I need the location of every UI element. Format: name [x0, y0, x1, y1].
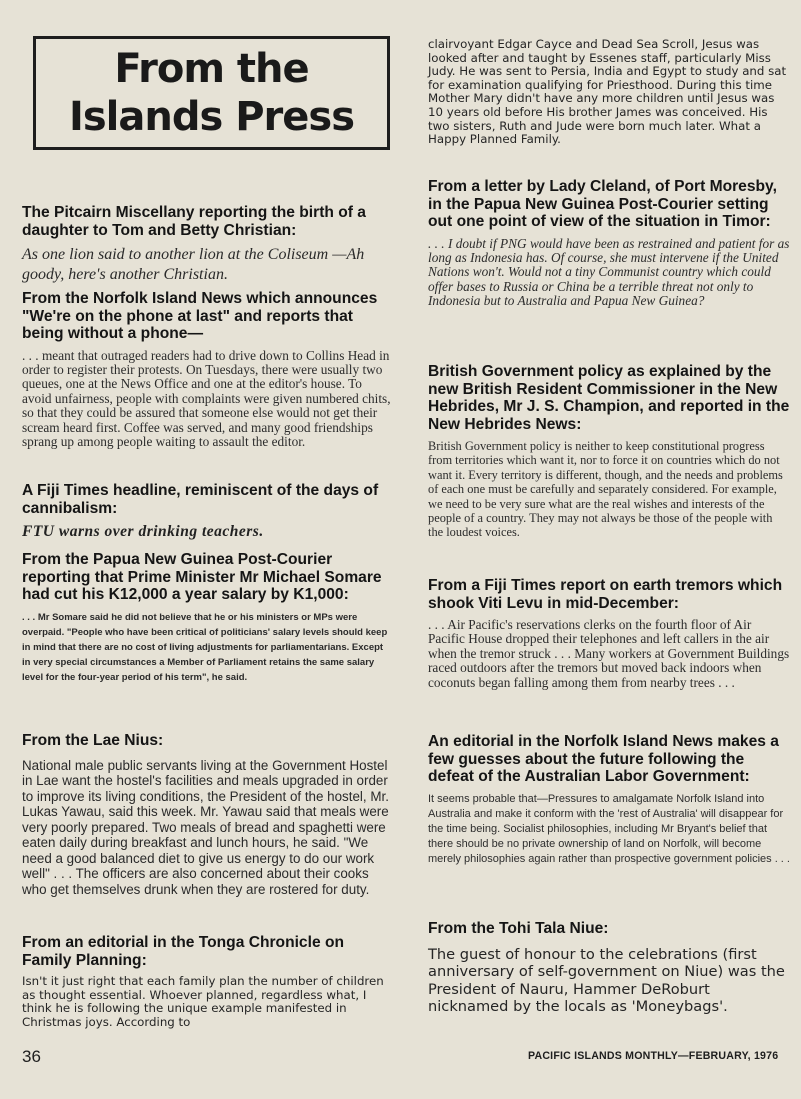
article-body: clairvoyant Edgar Cayce and Dead Sea Scroll, Jesus was looked after and taught by Essenes staff, particularly Miss Judy. He was sent to Persia, India and Egypt to study and sat for examination qualifying for Priesthood. During this time Mother Mary didn't have any more children until Jesus was 10 years old before His brother James was conceived. His two sisters, Ruth and Jude were born much later. What a Happy Planned Family. [428, 37, 787, 147]
article-fiji-headline [22, 482, 394, 541]
article-heading: From a Fiji Times report on earth tremors which shook Viti Levu in mid-December: [428, 577, 783, 612]
article-body: . . . meant that outraged readers had to drive down to Collins Head in order to register their protests. On Tuesdays, there were usually two queues, one at the News Office and one at the editor's house. To avoid unfairness, people with complaints were given numbered chits, so that they could be assured that someone else would not get their scream heard first. Coffee was served, and many good friendships sprang up among people waiting to assault the editor. [22, 347, 391, 449]
article-lae-nius [22, 732, 394, 897]
article-body: . . . Mr Somare said he did not believe that he or his ministers or MPs were overpaid. "People who have been critical of politicians' salary levels should keep in mind that there are no cost of living adjustments for parliamentarians. Except in very special circumstances a Member of Parliament retains the same salary level for the four-year period of his term", he said. [22, 611, 388, 683]
article-tremors [428, 577, 790, 690]
article-cleland [428, 178, 790, 309]
article-tohi [428, 920, 790, 1016]
article-body: It seems probable that—Pressures to amalgamate Norfolk Island into Australia and make it conform with the 'rest of Australia' will disappear for the time being. Socialist philosophies, including Mr Bryant's belief that there should be no private ownership of land on Norfolk, will become merely philosophies again rather than prospective government policies . . . [428, 792, 790, 865]
article-body: . . . Air Pacific's reservations clerks on the fourth floor of Air Pacific House dropped their telephones and left callers in the air when the tremor struck . . . Many workers at Government Buildings raced outdoors after the tremors but moved back indoors when coconuts began falling among them from nearby trees . . . [428, 617, 790, 690]
article-tonga-continued [428, 38, 790, 147]
article-heading: British Government policy as explained by the new British Resident Commissioner in the New Hebrides, Mr J. S. Champion, and reported in the New Hebrides News: [428, 363, 790, 433]
page-title-box [33, 36, 390, 150]
article-heading: From the Lae Nius: [22, 732, 164, 749]
article-body: . . . I doubt if PNG would have been as restrained and patient for as long as Indonesia has. Of course, she must intervene if the United Nations won't. Would not a tiny Communist country which could offer bases to Russia or China be a terrible threat not only to Indonesia but to Australia and Papua New Guinea? [428, 235, 790, 309]
article-png-salary [22, 551, 394, 685]
article-heading: From the Norfolk Island News which announces "We're on the phone at last" and reports that being without a phone— [22, 290, 378, 342]
article-body: National male public servants living at the Government Hostel in Lae want the hostel's facilities and meals upgraded in order to improve its living conditions, the President of the hostel, Mr. Lukas Yawau, said this week. Mr. Yawau said that meals were very poorly prepared. Two meals of bread and spaghetti were eaten daily during breakfast and lunch hours, he said. "We need a good balanced diet to give us energy to do our work well" . . . The officers are also concerned about their cooks who get themselves drunk when they are rostered for duty. [22, 757, 389, 897]
article-heading: From the Papua New Guinea Post-Courier reporting that Prime Minister Mr Michael Somare had cut his K12,000 a year salary by K1,000: [22, 551, 382, 603]
article-editorial [428, 733, 790, 867]
article-pitcairn [22, 204, 394, 285]
article-heading: A Fiji Times headline, reminiscent of the days of cannibalism: [22, 482, 379, 517]
article-body: As one lion said to another lion at the Coliseum —Ah goody, here's another Christian. [22, 246, 365, 283]
article-body: The guest of honour to the celebrations (first anniversary of self-government on Niue) was the President of Nauru, Hammer DeRoburt nicknamed by the locals as 'Moneybags'. [428, 945, 785, 1015]
page-title: From the Islands Press [68, 46, 355, 140]
article-norfolk-phone [22, 290, 394, 449]
magazine-footer: PACIFIC ISLANDS MONTHLY—FEBRUARY, 1976 [528, 1050, 779, 1062]
article-british [428, 363, 790, 540]
article-heading: An editorial in the Norfolk Island News makes a few guesses about the future following the defeat of the Australian Labor Government: [428, 733, 779, 785]
article-heading: From an editorial in the Tonga Chronicle on Family Planning: [22, 934, 344, 969]
page-number: 36 [22, 1047, 41, 1066]
article-heading: The Pitcairn Miscellany reporting the birth of a daughter to Tom and Betty Christian: [22, 204, 366, 239]
article-body: Isn't it just right that each family plan the number of children as thought essential. Whoever planned, regardless what, I think he is following the unique example manifested in Christmas joys. According to [22, 974, 384, 1029]
article-heading: From a letter by Lady Cleland, of Port Moresby, in the Papua New Guinea Post-Courier setting out one point of view of the situation in Timor: [428, 178, 777, 230]
article-body: British Government policy is neither to keep constitutional progress from territories which want it, nor to force it on countries which do not want it. Every territory is different, though, and the needs and problems of each one must be carefully and separately considered. For example, we need to be very sure what are the real wishes and interests of the people of a country. They may not always be those of the people with the loudest voices. [428, 439, 783, 540]
article-heading: From the Tohi Tala Niue: [428, 920, 609, 937]
article-body: FTU warns over drinking teachers. [22, 523, 264, 540]
article-tonga [22, 934, 394, 1029]
